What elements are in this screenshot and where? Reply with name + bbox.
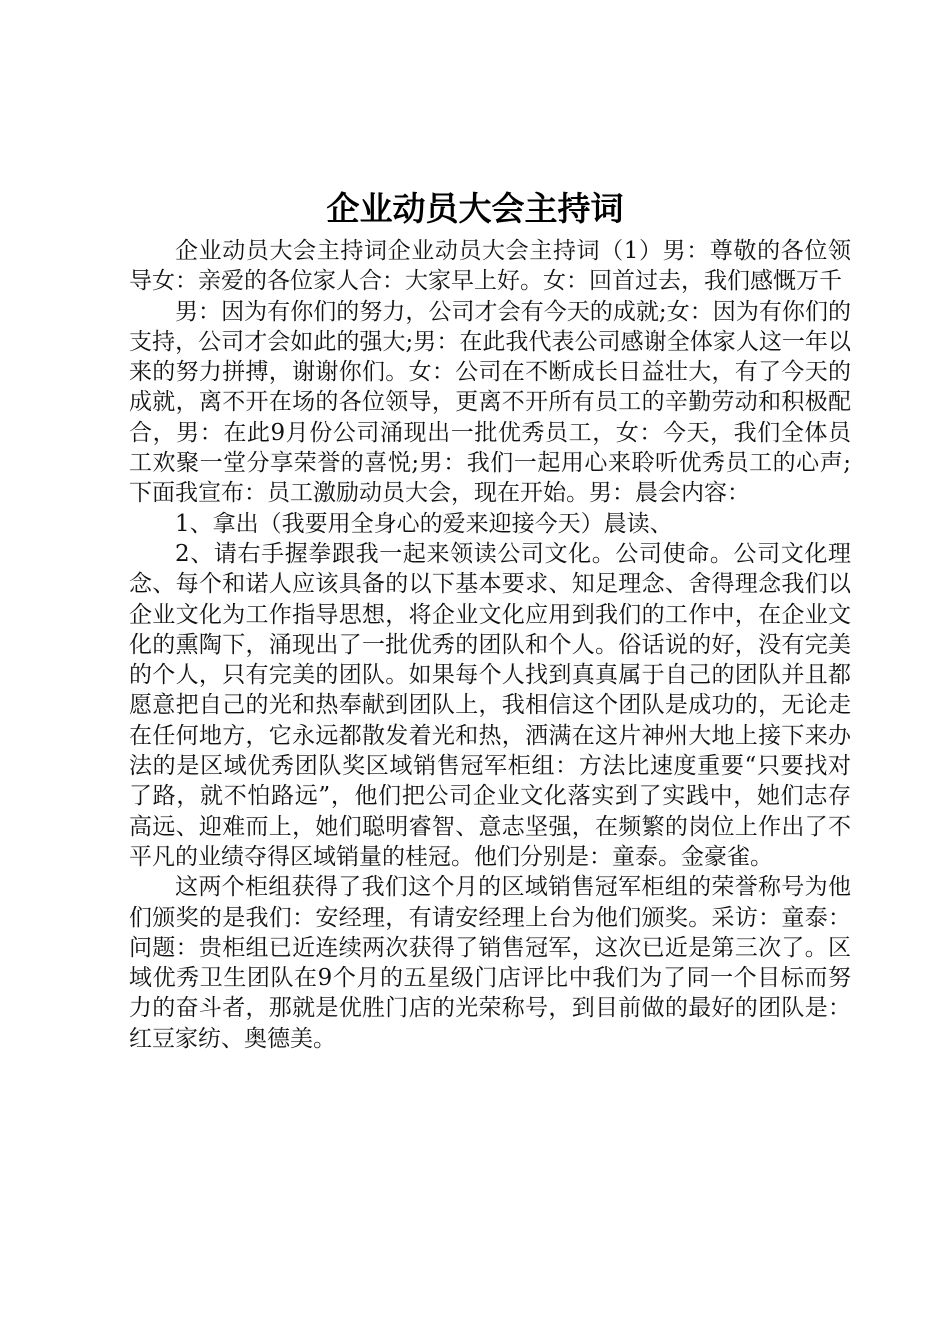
document-title: 企业动员大会主持词 [326, 189, 624, 228]
paragraph-2: 男：因为有你们的努力，公司才会有今天的成就;女：因为有你们的支持，公司才会如此的强大;男：在此我代表公司感谢全体家人这一年以来的努力拼搏，谢谢你们。女：公司在不断成长日益壮大，有了今天的成就，离不开在场的各位领导，更离不开所有员工的辛勤劳动和积极配合，男：在此9月份公司涌现出一批优秀员工，女：今天，我们全体员工欢聚一堂分享荣誉的喜悦;男：我们一起用心来聆听优秀员工的心声;下面我宣布：员工激励动员大会，现在开始。男：晨会内容： [129, 298, 851, 507]
paragraph-5: 这两个柜组获得了我们这个月的区域销售冠军柜组的荣誉称号为他们颁奖的是我们：安经理，有请安经理上台为他们颁奖。采访：童泰：问题：贵柜组已近连续两次获得了销售冠军，这次已近是第三次了。区域优秀卫生团队在9个月的五星级门店评比中我们为了同一个目标而努力的奋斗者，那就是优胜门店的光荣称号，到目前做的最好的团队是：红豆家纺、奥德美。 [129, 874, 851, 1052]
document-body [129, 236, 851, 1054]
paragraph-1: 企业动员大会主持词企业动员大会主持词（1）男：尊敬的各位领导女：亲爱的各位家人合：大家早上好。女：回首过去，我们感慨万千 [129, 238, 851, 295]
paragraph-4: 2、请右手握拳跟我一起来领读公司文化。公司使命。公司文化理念、每个和诺人应该具备的以下基本要求、知足理念、舍得理念我们以企业文化为工作指导思想，将企业文化应用到我们的工作中，在企业文化的熏陶下，涌现出了一批优秀的团队和个人。俗话说的好，没有完美的个人，只有完美的团队。如果每个人找到真真属于自己的团队并且都愿意把自己的光和热奉献到团队上，我相信这个团队是成功的，无论走在任何地方，它永远都散发着光和热，洒满在这片神州大地上接下来办法的是区域优秀团队奖区域销售冠军柜组：方法比速度重要“只要找对了路，就不怕路远”，他们把公司企业文化落实到了实践中，她们志存高远、迎难而上，她们聪明睿智、意志坚强，在频繁的岗位上作出了不平凡的业绩夺得区域销量的桂冠。他们分别是：童泰。金豪雀。 [129, 540, 851, 870]
paragraph-3: 1、拿出（我要用全身心的爱来迎接今天）晨读、 [175, 510, 673, 537]
